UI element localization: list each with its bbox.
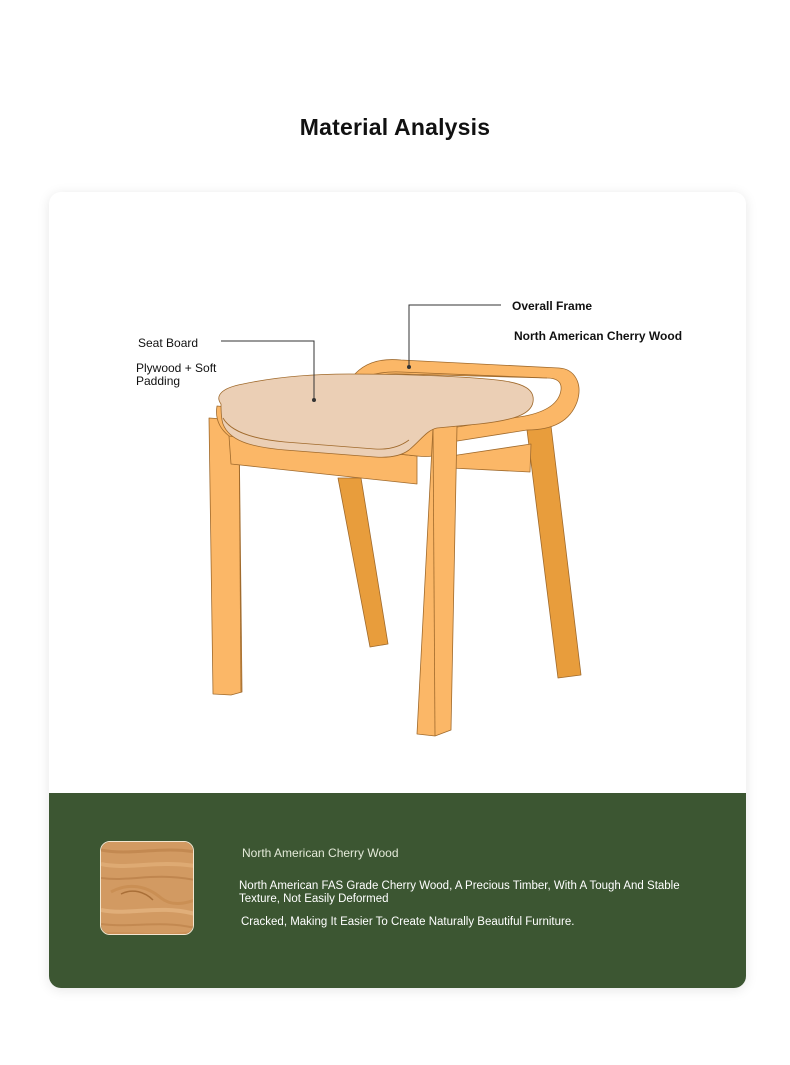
rear-leg-right (527, 426, 581, 678)
wood-texture-swatch (100, 841, 194, 935)
overall-frame-leader (409, 305, 501, 367)
rear-leg-left (338, 478, 388, 647)
seat-board-detail: Plywood + Soft Padding (136, 361, 217, 388)
stool-illustration (49, 192, 746, 793)
stool-drawing (49, 192, 746, 793)
material-card (49, 192, 746, 988)
seat-cushion (219, 374, 533, 457)
seat-board-dot (312, 398, 316, 402)
wood-grain-image (101, 842, 194, 935)
front-leg-right (417, 426, 457, 736)
material-info-panel (49, 793, 746, 988)
seat-board-title: Seat Board (138, 336, 199, 350)
material-name: North American Cherry Wood (242, 846, 399, 860)
back-rail (451, 444, 531, 472)
material-description-line1: North American FAS Grade Cherry Wood, A Precious Timber, With A Tough And Stable Texture, Not Easily Deformed (239, 880, 680, 905)
overall-frame-title: Overall Frame (512, 299, 593, 313)
overall-frame-dot (407, 365, 411, 369)
material-description-line2: Cracked, Making It Easier To Create Naturally Beautiful Furniture. (241, 916, 575, 928)
overall-frame-detail: North American Cherry Wood (514, 329, 683, 343)
page-title: Material Analysis (299, 114, 491, 140)
